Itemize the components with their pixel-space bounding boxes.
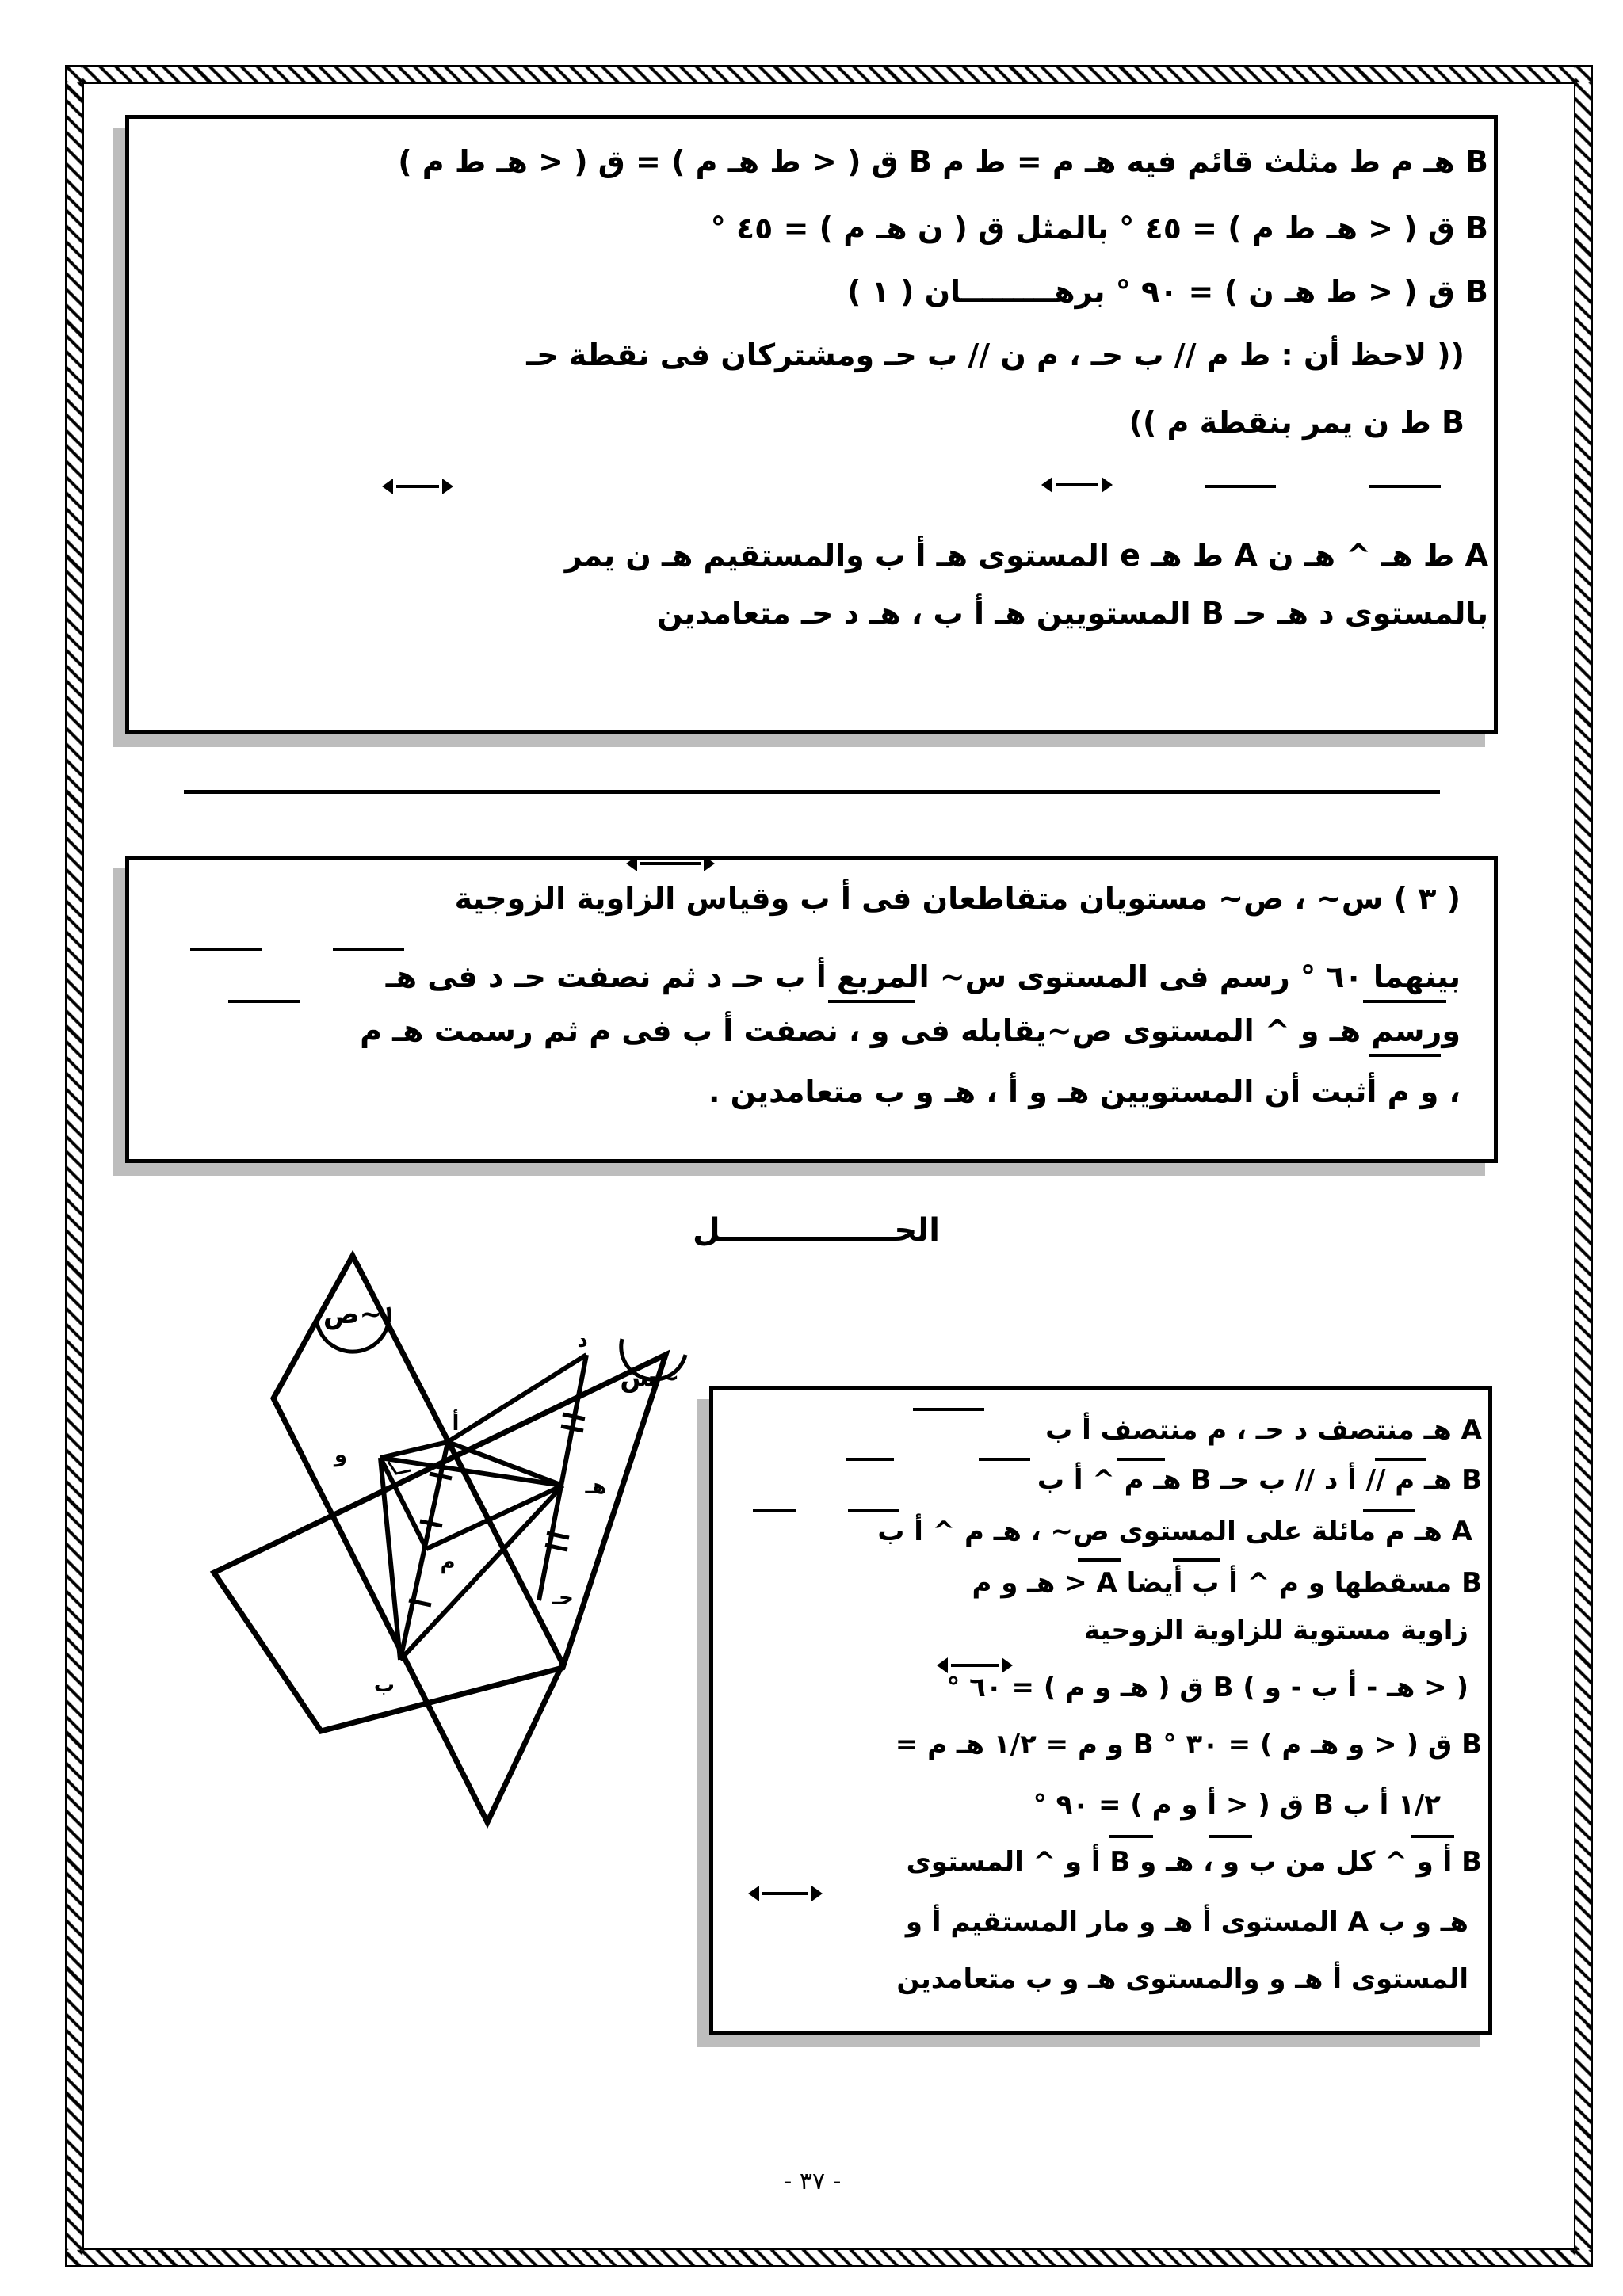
tick-mark [563, 1414, 585, 1419]
overline [846, 1458, 894, 1461]
overline [1369, 1054, 1441, 1057]
solution-line: المستوى أ هـ و والمستوى هـ و ب متعامدين [896, 1963, 1468, 1995]
label-m: م [440, 1550, 456, 1574]
overline [228, 1000, 300, 1003]
ray-arrow [640, 862, 701, 865]
solution-line: زاوية مستوية للزاوية الزوحية [1083, 1615, 1468, 1646]
overline [190, 948, 262, 951]
solution-line: A هـ م مائلة على المستوى ص~ ، هـ م ^ أ ب [877, 1516, 1472, 1547]
solution-line: ١/٢ أ ب B ق ( < أ و م ) = ٩٠ ° [1033, 1789, 1441, 1821]
overline [1369, 485, 1441, 488]
overline [913, 1408, 984, 1411]
overline [979, 1458, 1030, 1461]
label-a: أ [452, 1412, 460, 1436]
solution-line: هـ و ب A المستوى أ هـ و مار المستقيم أ و [905, 1906, 1468, 1938]
label-plane-sad: ص~ [323, 1299, 383, 1330]
problem-line: ، و م أثبت أن المستويين هـ و أ ، هـ و ب متعامدين . [708, 1074, 1461, 1109]
box1-line: B هـ م ط مثلث قائم فيه هـ م = ط م B ق ( < ط هـ م ) = ق ( < هـ ط م ) [398, 144, 1488, 179]
overline [1363, 1000, 1446, 1003]
geometry-figure [190, 1236, 729, 1846]
solution-line: ( < هـ - أ ب - و ) B ق ( هـ و م ) = ٦٠ ° [946, 1672, 1468, 1703]
solution-line: A هـ منتصف د حـ ، م منتصف أ ب [1045, 1414, 1482, 1446]
overline [1411, 1835, 1454, 1838]
box1-line: (( لاحظ أن : ط م // ب حـ ، م ن // ب حـ ومشتركان فى نقطة حـ [526, 338, 1465, 372]
problem-line: بينهما ٦٠ ° رسم فى المستوى س~ المربع أ ب حـ د ثم نصفت حـ د فى هـ [385, 959, 1461, 994]
problem-line: ورسم هـ و ^ المستوى ص~يقابله فى و ، نصفت أ ب فى م ثم رسمت هـ م [360, 1013, 1461, 1048]
box1-line: A ط هـ ^ هـ ن A ط هـ e المستوى هـ أ ب والمستقيم هـ ن يمر [564, 538, 1488, 573]
box1-line: بالمستوى د هـ حـ B المستويين هـ أ ب ، هـ د حـ متعامدين [657, 596, 1488, 631]
overline [1205, 485, 1276, 488]
label-h: هـ [585, 1475, 607, 1499]
ray-arrow [396, 485, 439, 488]
tick-mark [430, 1474, 452, 1478]
solution-line: B أ و ^ كل من ب و ، هـ و B أ و ^ المستوى [906, 1846, 1482, 1878]
overline [828, 1000, 915, 1003]
page-number: - ٣٧ - [783, 2168, 842, 2195]
solution-line: B ق ( < و هـ م ) = ٣٠ ° B و م = ١/٢ هـ م = [895, 1729, 1482, 1760]
solution-title: الحــــــــــــــــل [692, 1212, 940, 1249]
overline [333, 948, 404, 951]
label-c: حـ [552, 1586, 574, 1610]
label-w: و [334, 1444, 348, 1467]
solution-line: B هـ م // أ د // ب حـ B هـ م ^ أ ب [1037, 1464, 1482, 1496]
label-d: د [577, 1329, 588, 1352]
problem-line: ( ٣ ) س~ ، ص~ مستويان متقاطعان فى أ ب وقياس الزاوية الزوجية [454, 881, 1461, 916]
tick-mark [420, 1521, 442, 1526]
overline [1209, 1835, 1252, 1838]
segment-h-m [426, 1486, 563, 1549]
tick-mark [561, 1426, 583, 1431]
box1-line: B ط ن يمر بنقطة م )) [1128, 405, 1465, 440]
box1-line: B ق ( < ط هـ ن ) = ٩٠ ° برهـــــــــان ( ١ ) [846, 274, 1488, 309]
overline [1109, 1835, 1153, 1838]
label-plane-sin: س~ [620, 1362, 680, 1394]
ray-arrow [762, 1892, 808, 1895]
solution-line: B مسقطها و م ^ أ ب أيضا A < هـ و م [972, 1567, 1482, 1599]
label-b: ب [373, 1673, 395, 1697]
segment-w-a [380, 1442, 448, 1458]
overline [753, 1509, 796, 1512]
ray-arrow [1056, 483, 1098, 486]
box1-line: B ق ( < هـ ط م ) = ٤٥ ° بالمثل ق ( ن هـ م ) = ٤٥ ° [710, 211, 1488, 246]
plane-sad [273, 1256, 563, 1822]
section-divider [184, 790, 1440, 794]
